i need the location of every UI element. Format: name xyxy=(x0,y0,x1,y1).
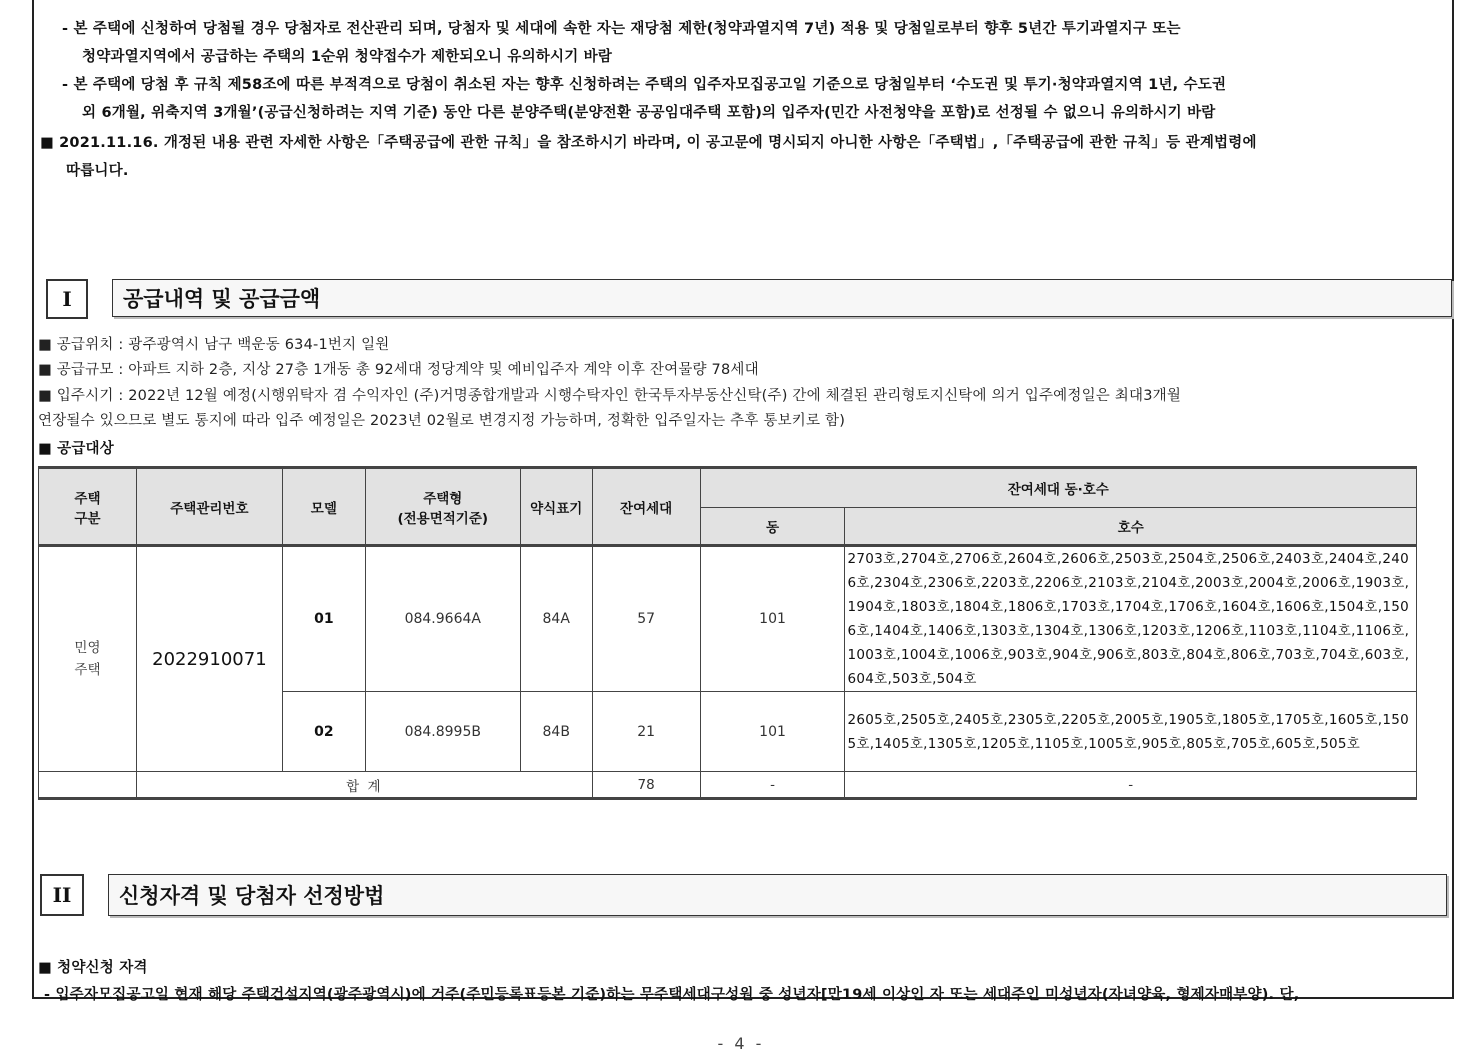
total-empty-cell xyxy=(39,772,137,799)
header-housing xyxy=(365,468,520,546)
header-mgmt-no: 주택관리번호 xyxy=(136,468,282,546)
header-remaining-units: 잔여세대 동·호수 xyxy=(700,468,1416,508)
header-model: 모델 xyxy=(282,468,365,546)
movein-line-b: 연장될수 있으므로 별도 통지에 따라 입주 예정일은 2023년 02월로 변경지정 가능하며, 정확한 입주일자는 추후 통보키로 함) xyxy=(38,413,846,429)
intro-line-2a: - 본 주택에 당첨 후 규칙 제58조에 따른 부적격으로 당첨이 취소된 자는 향후 신청하려는 주택의 입주자모집공고일 기준으로 당첨일부터 ‘수도권 및 투기·청약과열지역 1년, 수도권 xyxy=(62,77,1227,93)
eligibility-heading: ■ 청약신청 자격 xyxy=(38,960,148,976)
units-cell: 2605호,2505호,2405호,2305호,2205호,2005호,1905호,1805호,1705호,1605호,1505호,1405호,1305호,1205호,1105호,1005호,905호,805호,705호,605호,505호 xyxy=(845,692,1417,772)
header-ho: 호수 xyxy=(845,508,1417,546)
mgmt-no-cell: 2022910071 xyxy=(136,546,282,772)
intro-line-3a: ■ 2021.11.16. 개정된 내용 관련 자세한 사항은「주택공급에 관한 규칙」을 참조하시기 바라며, 이 공고문에 명시되지 아니한 사항은「주택법」,「주택공급에 관한 규칙」등 관계법령에 xyxy=(40,135,1257,151)
header-housing-l1: 주택형 xyxy=(423,490,463,507)
house-type-l2: 주택 xyxy=(74,662,101,678)
header-remaining: 잔여세대 xyxy=(592,468,700,546)
section-2-title: 신청자격 및 당첨자 선정방법 xyxy=(108,874,1447,916)
supply-target-heading: ■ 공급대상 xyxy=(38,441,114,457)
housing-cell: 084.9664A xyxy=(365,546,520,692)
remaining-cell: 21 xyxy=(592,692,700,772)
remaining-cell: 57 xyxy=(592,546,700,692)
total-label: 합 계 xyxy=(136,772,592,799)
intro-line-3b: 따릅니다. xyxy=(66,163,129,179)
page-number: - 4 - xyxy=(717,1034,765,1053)
model-cell: 01 xyxy=(282,546,365,692)
housing-cell: 084.8995B xyxy=(365,692,520,772)
house-type-l1: 민영 xyxy=(74,640,101,656)
intro-line-1b: 청약과열지역에서 공급하는 주택의 1순위 청약접수가 제한되오니 유의하시기 바람 xyxy=(82,49,613,65)
eligibility-line: - 입주자모집공고일 현재 해당 주택건설지역(광주광역시)에 거주(주민등록표등본 기준)하는 무주택세대구성원 중 성년자[만19세 이상인 자 또는 세대주인 미성년자(자녀양육, 형제자매부양). 단, xyxy=(44,987,1300,1003)
house-type-cell xyxy=(39,546,137,772)
intro-line-2b: 외 6개월, 위축지역 3개월’(공급신청하려는 지역 기준) 동안 다른 분양주택(분양전환 공공임대주택 포함)의 입주자(민간 사전청약을 포함)로 선정될 수 없으니 유의하시기 바람 xyxy=(82,105,1216,121)
header-house-type-l1: 주택 xyxy=(74,490,101,507)
units-cell: 2703호,2704호,2706호,2604호,2606호,2503호,2504호,2506호,2403호,2404호,2406호,2304호,2306호,2203호,2206호,2103호,2104호,2003호,2004호,2006호,1903호,1904호,1803호,1804호,1806호,1703호,1704호,1706호,1604호,1606호,1504호,1506호,1404호,1406호,1303호,1304호,1306호,1203호,1206호,1103호,1104호,1106호,1003호,1004호,1006호,903호,904호,906호,803호,804호,806호,703호,704호,603호,604호,503호,504호 xyxy=(845,546,1417,692)
model-cell: 02 xyxy=(282,692,365,772)
section-1-title: 공급내역 및 공급금액 xyxy=(112,279,1452,317)
dong-cell: 101 xyxy=(700,546,845,692)
supply-location: ■ 공급위치 : 광주광역시 남구 백운동 634-1번지 일원 xyxy=(38,337,390,353)
table-row xyxy=(39,546,1417,692)
header-house-type-l2: 구분 xyxy=(74,510,101,527)
intro-line-1a: - 본 주택에 신청하여 당첨될 경우 당첨자로 전산관리 되며, 당첨자 및 세대에 속한 자는 재당첨 제한(청약과열지역 7년) 적용 및 당첨일로부터 향후 5년간 투기과열지구 또는 xyxy=(62,21,1181,37)
header-housing-l2: (전용면적기준) xyxy=(397,510,489,527)
section-1-number: I xyxy=(46,279,88,319)
total-row xyxy=(39,772,1417,799)
header-dong: 동 xyxy=(700,508,845,546)
total-units: - xyxy=(845,772,1417,799)
supply-scale: ■ 공급규모 : 아파트 지하 2층, 지상 27층 1개동 총 92세대 정당계약 및 예비입주자 계약 이후 잔여물량 78세대 xyxy=(38,362,759,378)
section-2-number: II xyxy=(40,874,84,916)
short-cell: 84A xyxy=(520,546,592,692)
movein-line-a: ■ 입주시기 : 2022년 12월 예정(시행위탁자 겸 수익자인 (주)거명종합개발과 시행수탁자인 한국투자부동산신탁(주) 간에 체결된 관리형토지신탁에 의거 입주예정일은 최대3개월 xyxy=(38,388,1182,404)
supply-table xyxy=(38,466,1417,800)
header-house-type xyxy=(39,468,137,546)
total-dong: - xyxy=(700,772,845,799)
dong-cell: 101 xyxy=(700,692,845,772)
header-short: 약식표기 xyxy=(520,468,592,546)
short-cell: 84B xyxy=(520,692,592,772)
total-remaining: 78 xyxy=(592,772,700,799)
